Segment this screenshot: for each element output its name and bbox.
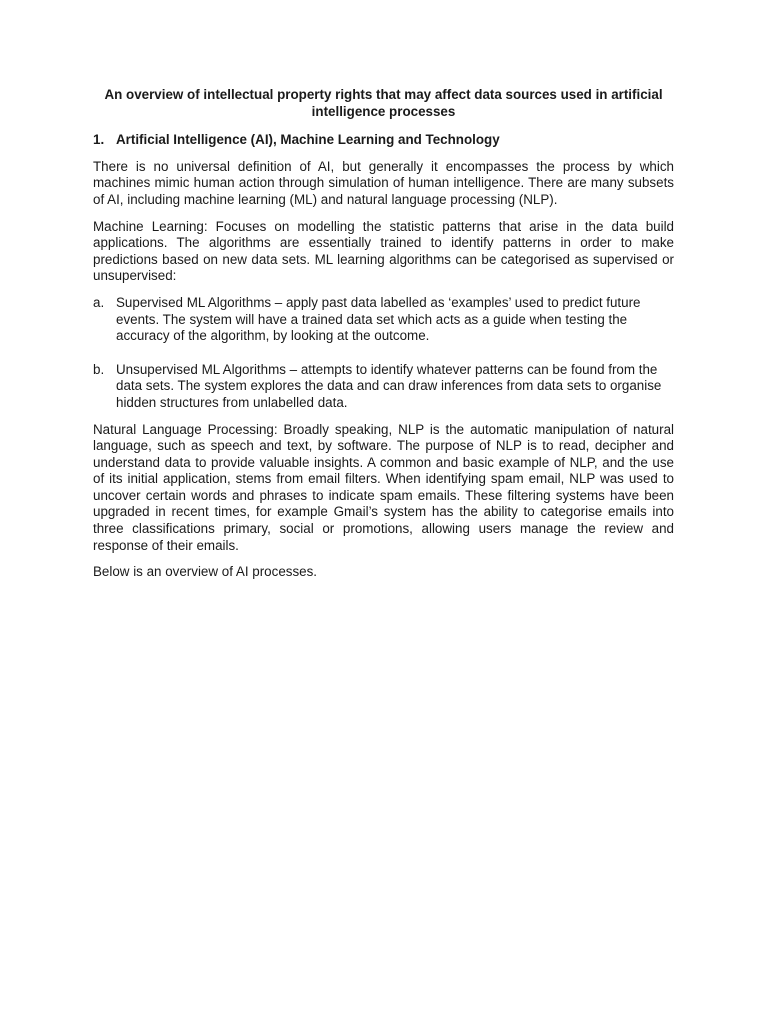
machine-learning-paragraph: Machine Learning: Focuses on modelling the statistic patterns that arise in the data build applications. The algorithms are essentially trained to identify patterns in order to make predictions based on new data sets. ML learning algorithms can be categorised as supervised or unsupervised: bbox=[93, 218, 674, 284]
list-item bbox=[93, 362, 674, 412]
closing-paragraph: Below is an overview of AI processes. bbox=[93, 564, 318, 580]
intro-paragraph: There is no universal definition of AI, but generally it encompasses the process by which machines mimic human action through simulation of human intelligence. There are many subsets of AI, including machine learning (ML) and natural language processing (NLP). bbox=[93, 158, 674, 207]
ml-algorithm-list bbox=[93, 295, 674, 412]
nlp-paragraph: Natural Language Processing: Broadly speaking, NLP is the automatic manipulation of natural language, such as speech and text, by software. The purpose of NLP is to read, decipher and understand data to provide valuable insights. A common and basic example of NLP, and the use of its initial application, stems from email filters. When identifying spam email, NLP was used to uncover certain words and phrases to indicate spam emails. These filtering systems have been upgraded in recent times, for example Gmail’s system has the ability to categorise emails into three classifications primary, social or promotions, allowing users manage the review and response of their emails. bbox=[93, 421, 674, 553]
section-number: 1. bbox=[93, 132, 105, 148]
list-item-text: Unsupervised ML Algorithms – attempts to identify whatever patterns can be found from the data sets. The system explores the data and can draw inferences from data sets to organise hidden structures from unlabelled data. bbox=[116, 361, 662, 410]
list-marker: b. bbox=[93, 361, 105, 377]
document-title: An overview of intellectual property rights that may affect data sources used in artificial intelligence processes bbox=[104, 87, 663, 119]
list-item bbox=[93, 295, 674, 345]
list-marker: a. bbox=[93, 294, 105, 310]
section-heading bbox=[93, 132, 674, 149]
document-page bbox=[93, 87, 674, 591]
list-item-text: Supervised ML Algorithms – apply past data labelled as ‘examples’ used to predict future events. The system will have a trained data set which acts as a guide when testing the accuracy of the algorithm, by looking at the outcome. bbox=[116, 294, 641, 344]
section-heading-text: Artificial Intelligence (AI), Machine Learning and Technology bbox=[116, 132, 500, 148]
